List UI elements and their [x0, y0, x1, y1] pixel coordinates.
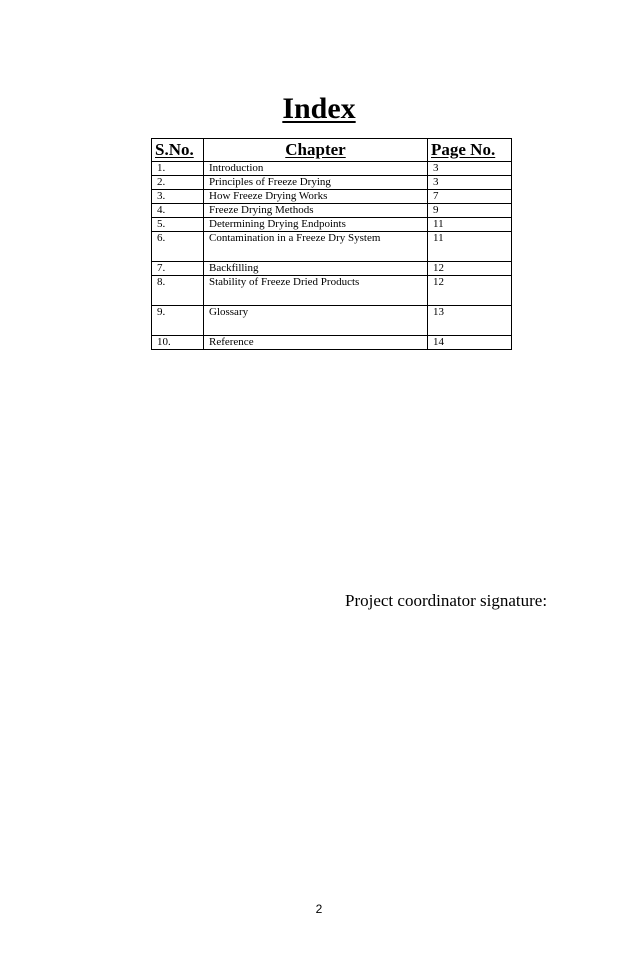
row-page: 9 [428, 204, 512, 218]
row-sno: 6. [152, 232, 204, 262]
row-sno: 7. [152, 262, 204, 276]
table-row [152, 276, 512, 306]
table-row [152, 218, 512, 232]
row-chapter: Introduction [204, 162, 428, 176]
header-chapter: Chapter [204, 139, 428, 162]
row-sno: 5. [152, 218, 204, 232]
header-page: Page No. [428, 139, 512, 162]
row-sno: 10. [152, 336, 204, 350]
table-row [152, 336, 512, 350]
table-header-row [152, 139, 512, 162]
row-page: 11 [428, 218, 512, 232]
row-sno: 4. [152, 204, 204, 218]
row-sno: 3. [152, 190, 204, 204]
row-chapter: Reference [204, 336, 428, 350]
row-chapter: Glossary [204, 306, 428, 336]
table-row [152, 190, 512, 204]
row-sno: 8. [152, 276, 204, 306]
table-row [152, 262, 512, 276]
table-row [152, 232, 512, 262]
table-row [152, 306, 512, 336]
row-sno: 9. [152, 306, 204, 336]
row-chapter: How Freeze Drying Works [204, 190, 428, 204]
table-row [152, 176, 512, 190]
table-row [152, 162, 512, 176]
row-chapter: Principles of Freeze Drying [204, 176, 428, 190]
row-page: 12 [428, 276, 512, 306]
row-page: 12 [428, 262, 512, 276]
row-chapter: Freeze Drying Methods [204, 204, 428, 218]
page-number: 2 [315, 902, 323, 916]
row-sno: 1. [152, 162, 204, 176]
signature-label: Project coordinator signature: [345, 591, 548, 610]
row-chapter: Backfilling [204, 262, 428, 276]
row-page: 3 [428, 162, 512, 176]
row-page: 14 [428, 336, 512, 350]
row-sno: 2. [152, 176, 204, 190]
index-table [151, 138, 512, 350]
table-row [152, 204, 512, 218]
row-page: 7 [428, 190, 512, 204]
header-sno: S.No. [152, 139, 204, 162]
row-page: 3 [428, 176, 512, 190]
page-title: Index [282, 92, 356, 125]
row-chapter: Stability of Freeze Dried Products [204, 276, 428, 306]
row-page: 11 [428, 232, 512, 262]
row-chapter: Determining Drying Endpoints [204, 218, 428, 232]
row-chapter: Contamination in a Freeze Dry System [204, 232, 428, 262]
row-page: 13 [428, 306, 512, 336]
